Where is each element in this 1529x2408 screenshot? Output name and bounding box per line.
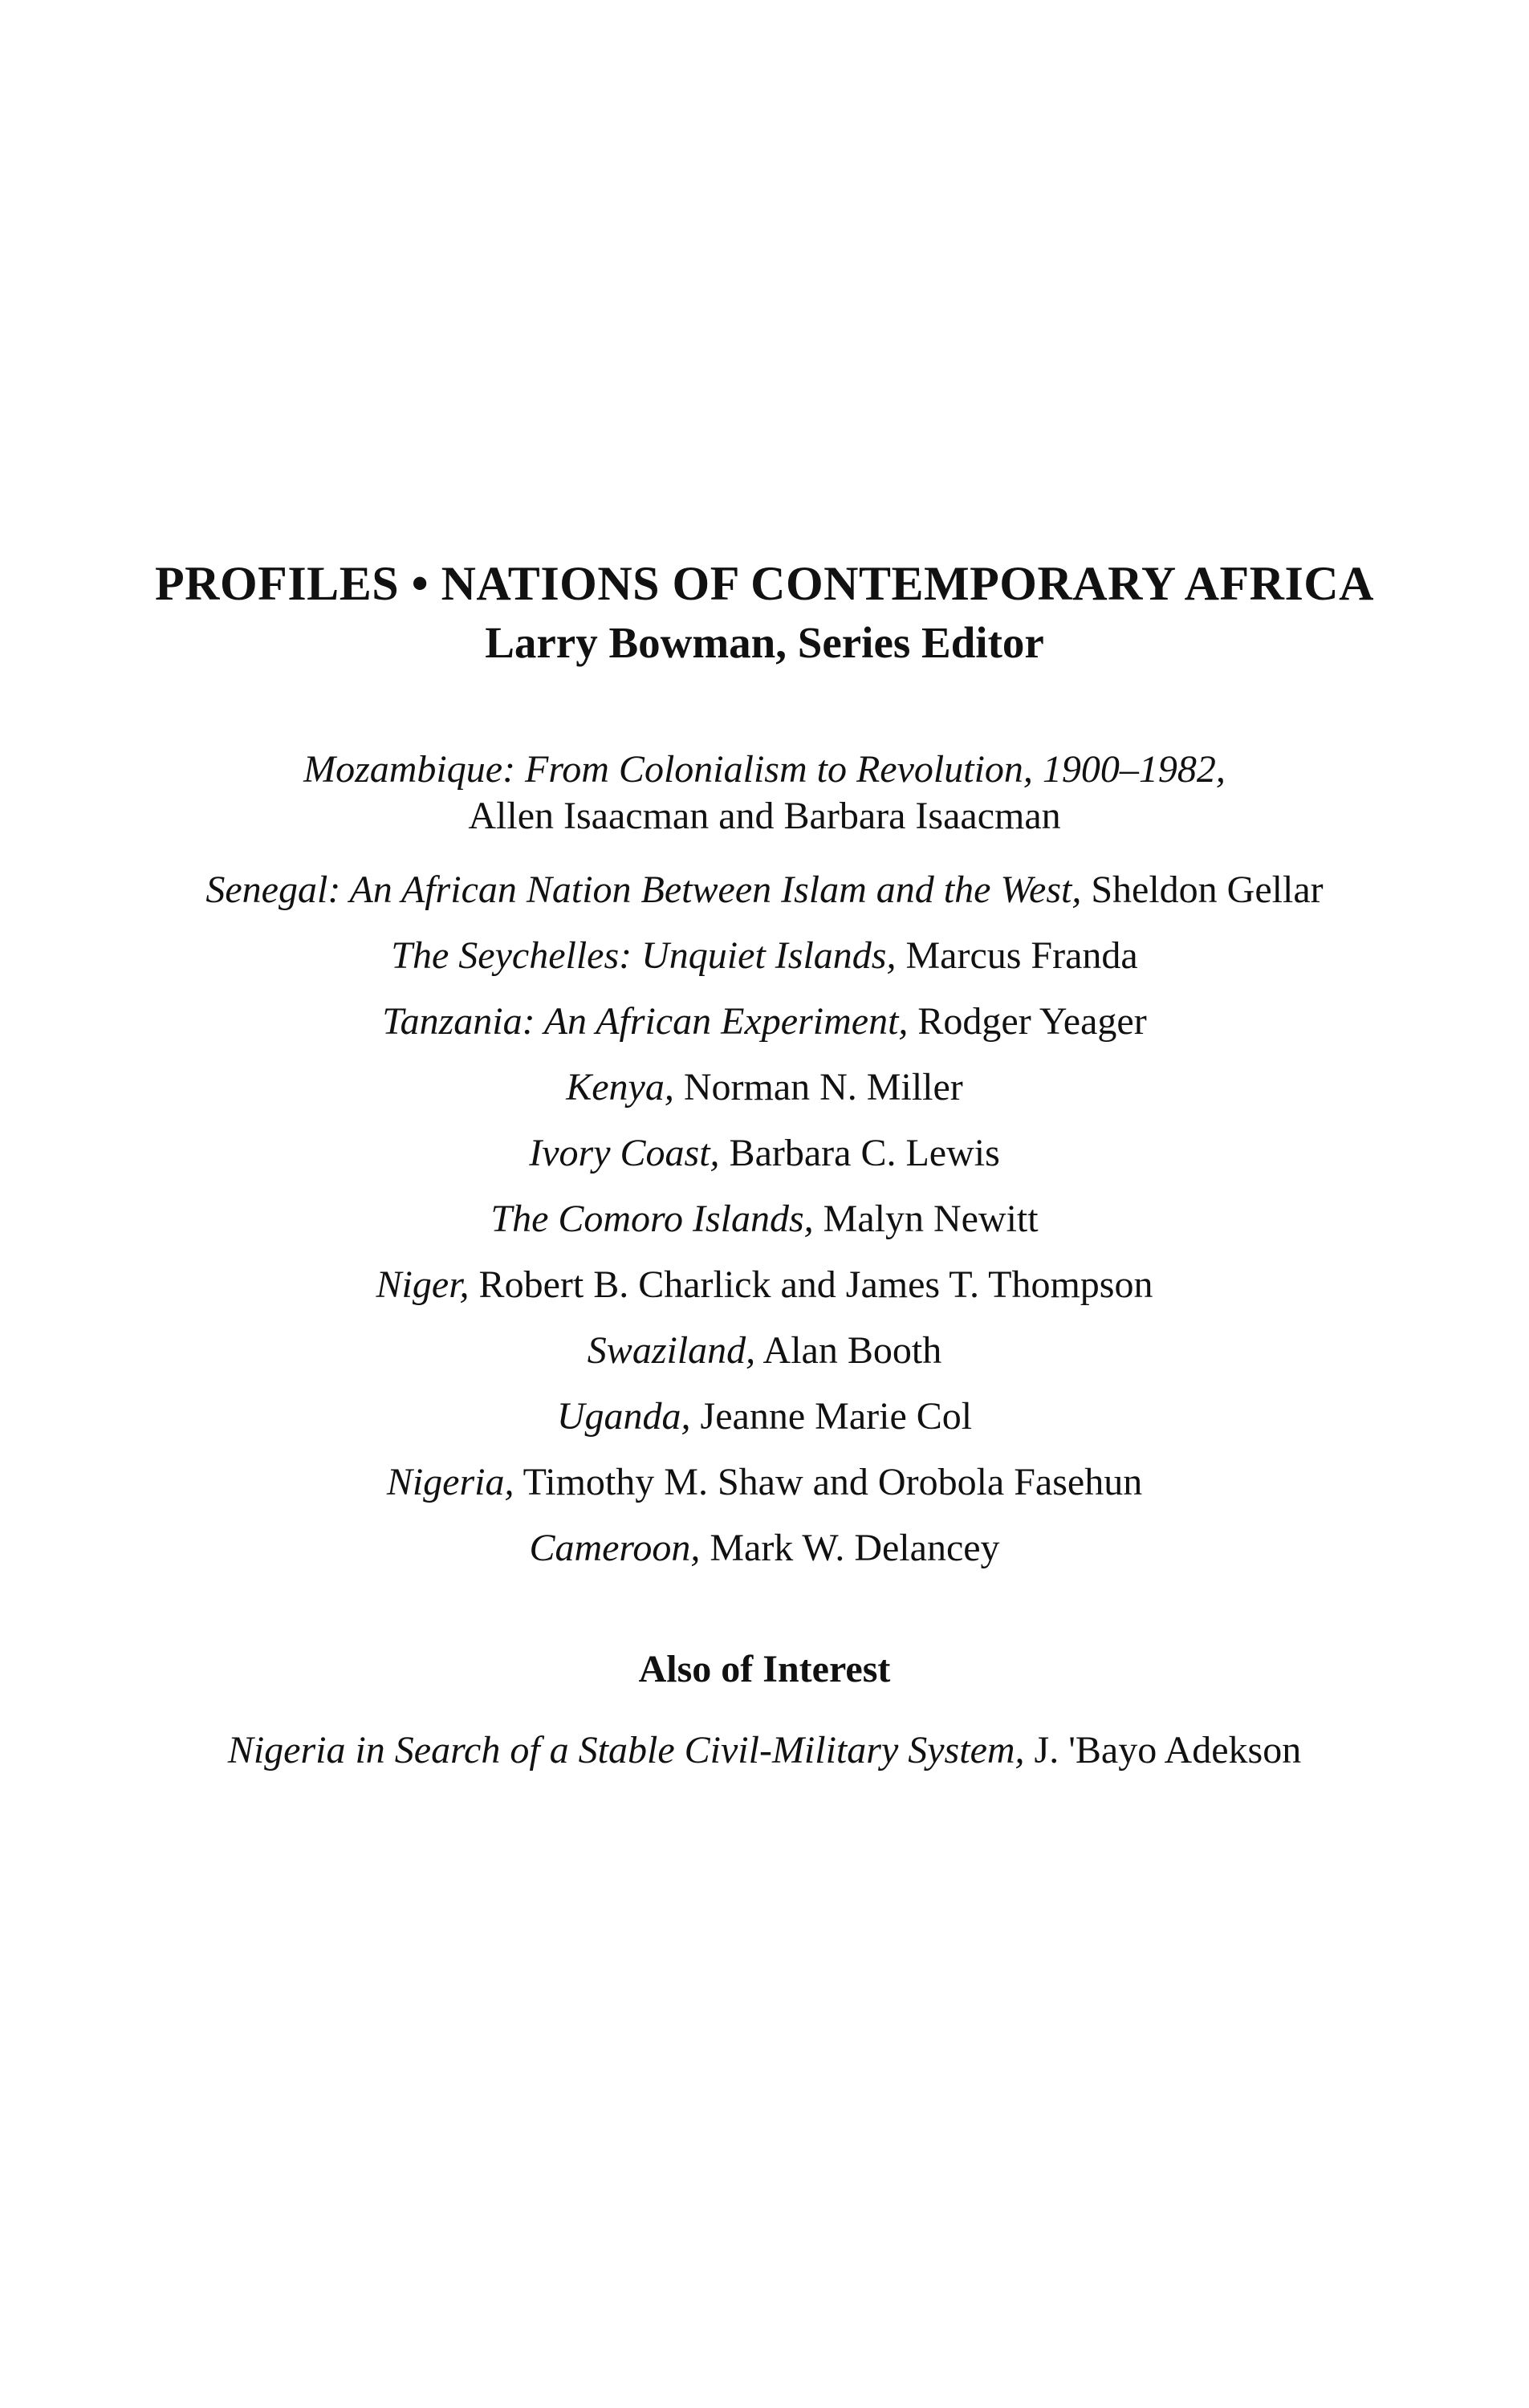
- book-entry: [0, 923, 1529, 989]
- book-entry: [0, 1318, 1529, 1384]
- book-author: Jeanne Marie Col: [700, 1395, 973, 1438]
- book-title: Cameroon,: [529, 1527, 701, 1569]
- book-author: Rodger Yeager: [917, 1000, 1147, 1043]
- book-title: Tanzania: An African Experiment,: [382, 1000, 909, 1043]
- book-title: The Comoro Islands,: [490, 1198, 814, 1240]
- book-author: Barbara C. Lewis: [729, 1132, 1000, 1174]
- book-entry: [0, 1384, 1529, 1450]
- book-entry: [0, 1450, 1529, 1515]
- book-title: Mozambique: From Colonialism to Revolution, 1900–1982,: [303, 748, 1226, 791]
- book-entry: [0, 1186, 1529, 1252]
- book-title: Nigeria in Search of a Stable Civil-Military System,: [227, 1729, 1025, 1771]
- series-editor: Larry Bowman, Series Editor: [485, 618, 1044, 667]
- book-entry: [0, 1515, 1529, 1581]
- book-author: Malyn Newitt: [823, 1198, 1039, 1240]
- book-list: [0, 746, 1529, 1581]
- also-of-interest-entry: [0, 1723, 1529, 1779]
- book-title: Nigeria,: [386, 1461, 514, 1503]
- series-title: PROFILES • NATIONS OF CONTEMPORARY AFRICA: [155, 557, 1374, 610]
- book-entry: [0, 989, 1529, 1055]
- book-author: Alan Booth: [762, 1329, 942, 1372]
- book-author: Mark W. Delancey: [710, 1527, 1000, 1569]
- book-title: Kenya,: [566, 1066, 674, 1108]
- book-title: Niger,: [376, 1263, 470, 1306]
- book-author: Allen Isaacman and Barbara Isaacman: [468, 795, 1061, 837]
- book-author: Timothy M. Shaw and Orobola Fasehun: [523, 1461, 1143, 1503]
- book-author: Marcus Franda: [905, 934, 1138, 977]
- book-title: The Seychelles: Unquiet Islands,: [391, 934, 897, 977]
- book-entry: [0, 857, 1529, 923]
- book-title: Ivory Coast,: [529, 1132, 720, 1174]
- book-author: Robert B. Charlick and James T. Thompson: [478, 1263, 1153, 1306]
- book-author: J. 'Bayo Adekson: [1034, 1729, 1302, 1771]
- book-title: Swaziland,: [587, 1329, 756, 1372]
- also-of-interest-heading: Also of Interest: [638, 1648, 891, 1690]
- book-title: Senegal: An African Nation Between Islam and the West,: [205, 868, 1082, 911]
- book-title: Uganda,: [556, 1395, 691, 1438]
- book-entry: [0, 1121, 1529, 1186]
- book-entry: [0, 1055, 1529, 1121]
- book-author: Sheldon Gellar: [1091, 868, 1324, 911]
- book-entry: [0, 1252, 1529, 1318]
- book-author: Norman N. Miller: [683, 1066, 963, 1108]
- book-entry: [0, 746, 1529, 840]
- series-header: [0, 554, 1529, 673]
